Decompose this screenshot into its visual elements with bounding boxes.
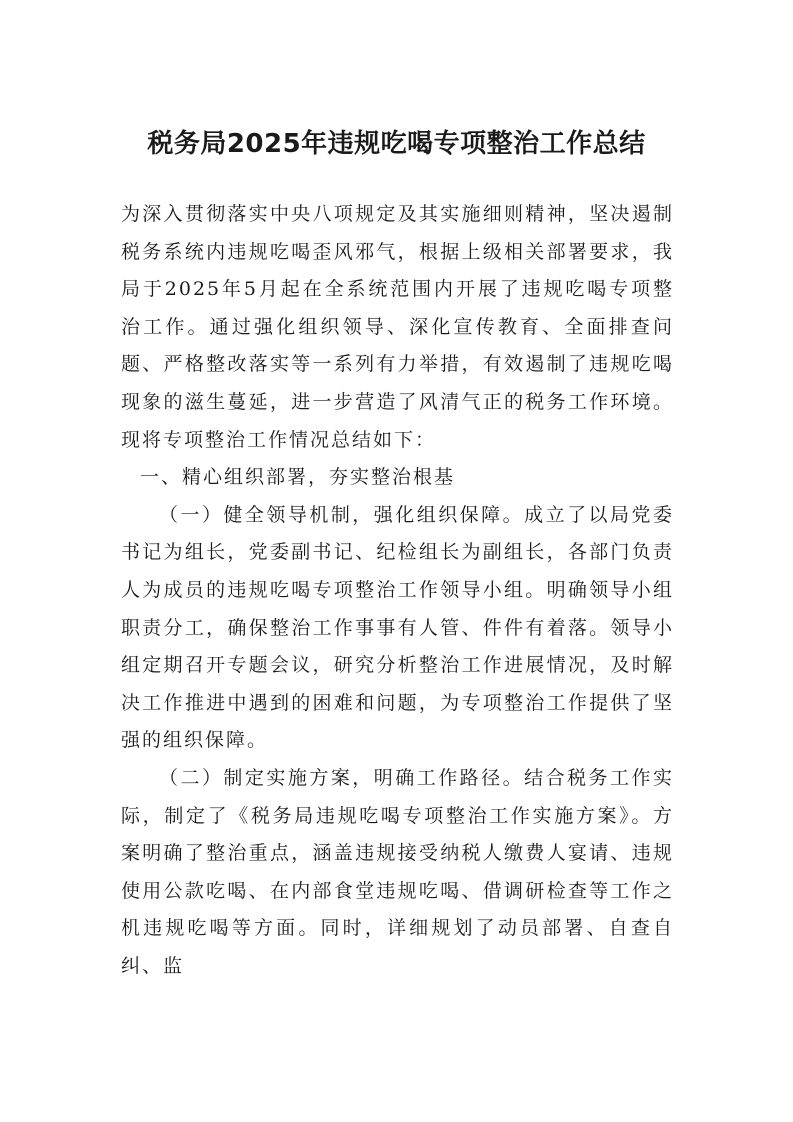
- intro-paragraph: 为深入贯彻落实中央八项规定及其实施细则精神，坚决遏制税务系统内违规吃喝歪风邪气，根据上级相关部署要求，我局于2025年5月起在全系统范围内开展了违规吃喝专项整治工作。通过强化组织领导、深化宣传教育、全面排查问题、严格整改落实等一系列有力举措，有效遏制了违规吃喝现象的滋生蔓延，进一步营造了风清气正的税务工作环境。现将专项整治工作情况总结如下：: [121, 203, 674, 451]
- section-heading: 一、精心组织部署，夯实整治根基: [140, 466, 456, 489]
- document-title: 税务局2025年违规吃喝专项整治工作总结: [147, 129, 646, 159]
- subsection-paragraph-2: （二）制定实施方案，明确工作路径。结合税务工作实际，制定了《税务局违规吃喝专项整治工作实施方案》。方案明确了整治重点，涵盖违规接受纳税人缴费人宴请、违规使用公款吃喝、在内部食堂违规吃喝、借调研检查等工作之机违规吃喝等方面。同时，详细规划了动员部署、自查自纠、监: [121, 766, 674, 977]
- subsection-paragraph-1: （一）健全领导机制，强化组织保障。成立了以局党委书记为组长，党委副书记、纪检组长为副组长，各部门负责人为成员的违规吃喝专项整治工作领导小组。明确领导小组职责分工，确保整治工作事事有人管、件件有着落。领导小组定期召开专题会议，研究分析整治工作进展情况，及时解决工作推进中遇到的困难和问题，为专项整治工作提供了坚强的组织保障。: [121, 503, 674, 752]
- document-body: [121, 196, 674, 985]
